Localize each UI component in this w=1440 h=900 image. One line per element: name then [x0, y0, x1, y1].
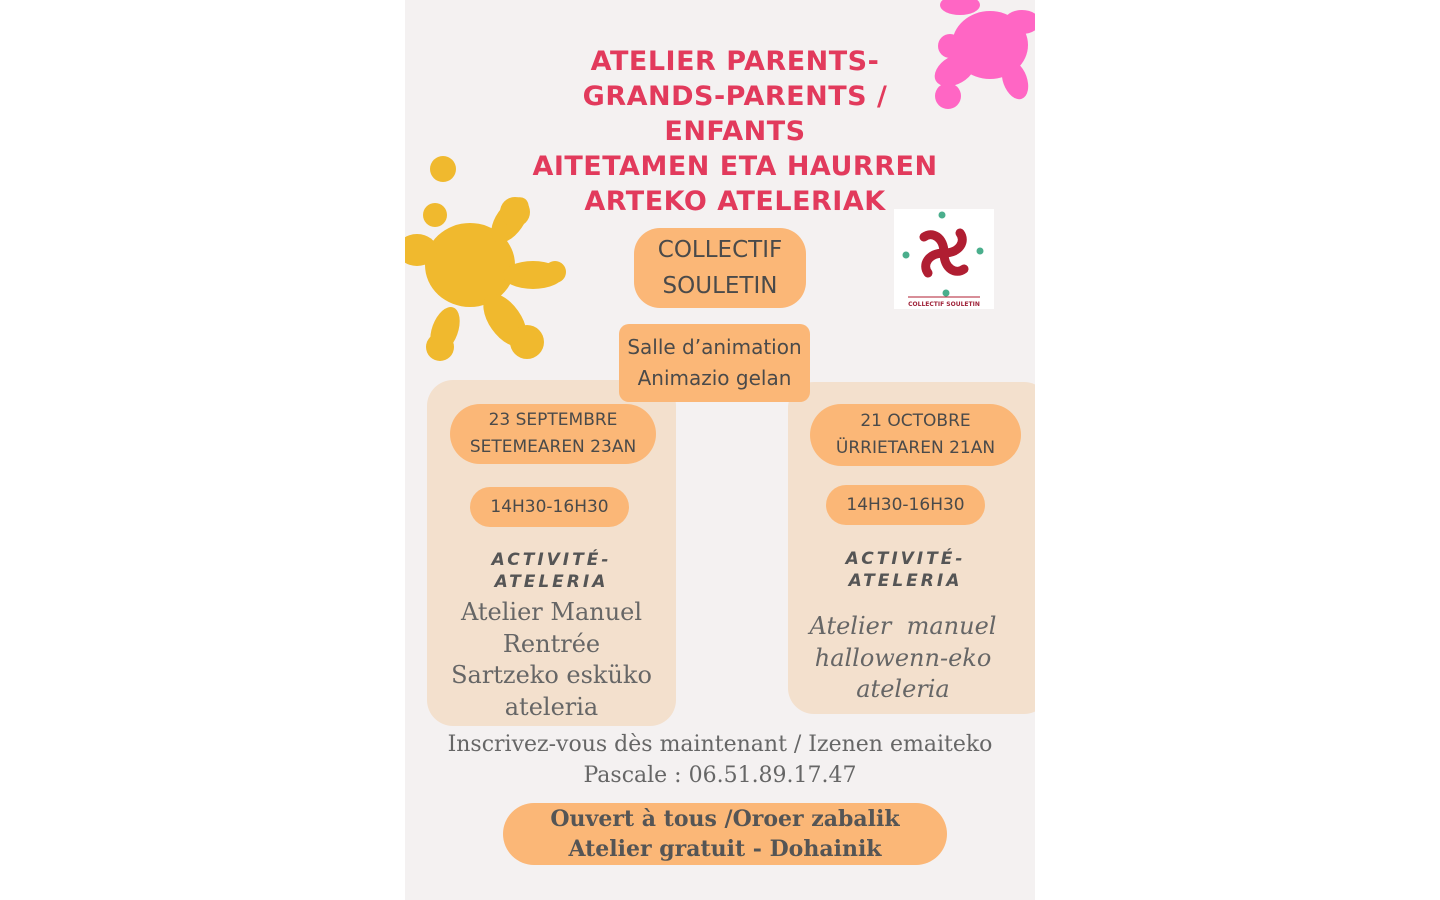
- activity-label-line: ACTIVITÉ-: [845, 549, 966, 569]
- registration-line: Inscrivez-vous dès maintenant / Izenen emaiteko: [447, 732, 993, 757]
- activity-line: Atelier Manuel: [460, 598, 643, 626]
- registration-phone: Pascale : 06.51.89.17.47: [583, 763, 857, 788]
- date-fr: 21 OCTOBRE: [860, 411, 971, 431]
- date-eu: ÜRRIETAREN 21AN: [835, 438, 996, 458]
- title-line: ENFANTS: [664, 116, 806, 147]
- venue-line: Salle d’animation: [627, 335, 802, 359]
- footer-line: Atelier gratuit - Dohainik: [568, 836, 882, 862]
- lauburu-icon: [894, 209, 994, 301]
- title-line: ATELIER PARENTS-: [590, 46, 880, 77]
- date-fr: 23 SEPTEMBRE: [488, 410, 618, 430]
- organizer-line: SOULETIN: [662, 273, 778, 299]
- organizer-badge: [634, 228, 806, 308]
- date-eu: SETEMEAREN 23AN: [469, 437, 637, 457]
- time-text: 14H30-16H30: [490, 497, 609, 517]
- time-badge: [826, 485, 985, 525]
- venue-line: Animazio gelan: [637, 366, 792, 390]
- title-line: GRANDS-PARENTS /: [582, 81, 888, 112]
- footer-badge: [503, 803, 947, 865]
- activity-label-line: ATELERIA: [848, 571, 963, 591]
- activity-description: [788, 611, 1018, 706]
- time-text: 14H30-16H30: [846, 495, 965, 515]
- footer-line: Ouvert à tous /Oroer zabalik: [550, 806, 900, 832]
- activity-line: Sartzeko esküko: [451, 661, 652, 689]
- activity-line: ateleria: [856, 675, 950, 703]
- date-badge: [450, 404, 656, 464]
- activity-label: [427, 549, 676, 593]
- date-badge: [810, 404, 1021, 466]
- collectif-souletin-logo: [894, 209, 994, 309]
- title-line: ARTEKO ATELERIAK: [584, 186, 886, 217]
- venue-badge: [619, 324, 810, 402]
- title-line: AITETAMEN ETA HAURREN: [532, 151, 938, 182]
- organizer-line: COLLECTIF: [657, 237, 783, 263]
- event-poster: [405, 0, 1035, 900]
- activity-line: Atelier manuel: [809, 612, 997, 640]
- activity-label: [788, 548, 1023, 592]
- poster-title: [405, 44, 1035, 219]
- activity-label-line: ACTIVITÉ-: [491, 550, 612, 570]
- logo-caption: COLLECTIF SOULETIN: [908, 301, 980, 308]
- activity-line: Rentrée: [502, 629, 601, 658]
- activity-description: [427, 597, 676, 723]
- activity-line: hallowenn-eko: [814, 643, 992, 672]
- activity-label-line: ATELERIA: [494, 572, 609, 592]
- activity-line: ateleria: [504, 692, 599, 721]
- time-badge: [470, 487, 629, 527]
- registration-info: [405, 729, 1035, 791]
